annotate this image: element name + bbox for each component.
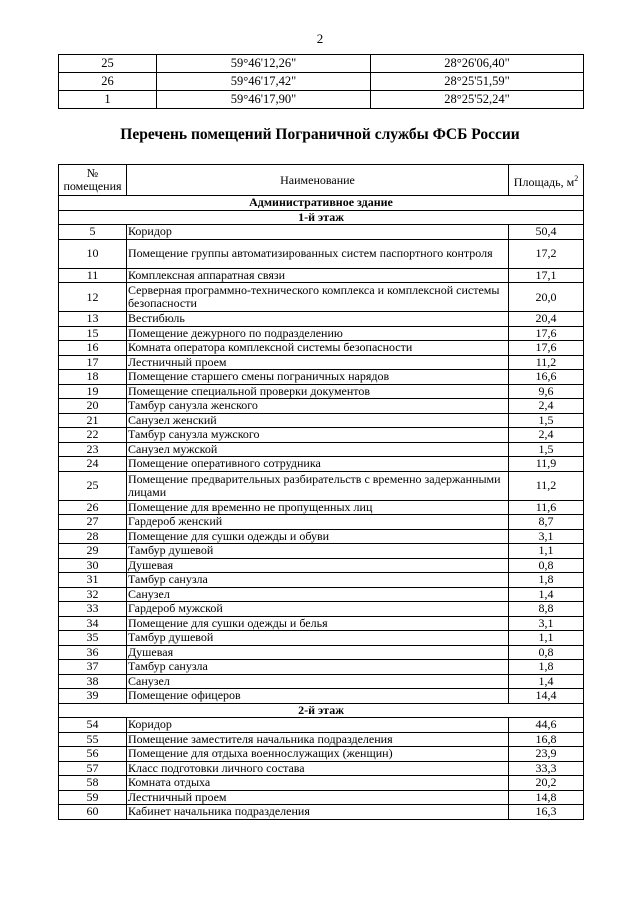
room-area: 9,6	[509, 384, 584, 399]
room-number: 59	[59, 790, 127, 805]
room-name: Тамбур санузла	[127, 660, 509, 675]
table-row	[59, 529, 584, 544]
room-area: 3,1	[509, 616, 584, 631]
floor1-rooms	[59, 225, 584, 704]
coordinate-latitude: 59°46'17,90"	[157, 91, 371, 109]
table-row	[59, 805, 584, 820]
room-name: Тамбур санузла женского	[127, 399, 509, 414]
room-area: 16,8	[509, 732, 584, 747]
room-area: 20,2	[509, 776, 584, 791]
room-name: Гардероб мужской	[127, 602, 509, 617]
coordinate-point: 25	[59, 55, 157, 73]
page-number: 2	[316, 31, 324, 46]
table-row	[59, 312, 584, 327]
building-name: Административное здание	[59, 196, 584, 211]
room-area: 11,6	[509, 500, 584, 515]
room-area: 1,5	[509, 413, 584, 428]
table-row	[59, 399, 584, 414]
room-area: 11,2	[509, 355, 584, 370]
table-row	[59, 413, 584, 428]
room-name: Тамбур душевой	[127, 631, 509, 646]
floor2-row	[59, 703, 584, 718]
header-area-sup: 2	[574, 173, 579, 183]
table-row	[59, 355, 584, 370]
room-name: Коридор	[127, 225, 509, 240]
room-number: 37	[59, 660, 127, 675]
coordinate-row	[59, 91, 584, 109]
room-number: 36	[59, 645, 127, 660]
room-name: Помещение для временно не пропущенных лиц	[127, 500, 509, 515]
room-number: 23	[59, 442, 127, 457]
room-area: 1,1	[509, 544, 584, 559]
room-number: 13	[59, 312, 127, 327]
room-name: Комната отдыха	[127, 776, 509, 791]
room-number: 5	[59, 225, 127, 240]
room-name: Комплексная аппаратная связи	[127, 268, 509, 283]
floor1-row	[59, 210, 584, 225]
table-row	[59, 326, 584, 341]
room-name: Тамбур санузла	[127, 573, 509, 588]
table-row	[59, 442, 584, 457]
header-area-text: Площадь, м	[513, 174, 575, 189]
room-area: 1,1	[509, 631, 584, 646]
room-number: 11	[59, 268, 127, 283]
coordinate-latitude: 59°46'12,26"	[157, 55, 371, 73]
coordinate-longitude: 28°26'06,40"	[371, 55, 584, 73]
room-name: Помещение предварительных разбирательств с временно задержанными лицами	[127, 471, 509, 500]
room-name: Санузел	[127, 674, 509, 689]
room-area: 17,2	[509, 239, 584, 268]
page-title: Перечень помещений Пограничной службы ФСБ России	[120, 126, 520, 143]
room-name: Помещение оперативного сотрудника	[127, 457, 509, 472]
room-name: Помещение для сушки одежды и обуви	[127, 529, 509, 544]
table-row	[59, 341, 584, 356]
room-name: Помещение старшего смены пограничных нарядов	[127, 370, 509, 385]
table-row	[59, 732, 584, 747]
room-name: Помещение офицеров	[127, 689, 509, 704]
room-area: 11,9	[509, 457, 584, 472]
coordinate-row	[59, 73, 584, 91]
room-number: 38	[59, 674, 127, 689]
room-number: 25	[59, 471, 127, 500]
room-area: 20,0	[509, 283, 584, 312]
room-number: 29	[59, 544, 127, 559]
table-row	[59, 660, 584, 675]
coordinates-table	[58, 54, 584, 109]
building-row	[59, 196, 584, 211]
room-area: 8,7	[509, 515, 584, 530]
room-number: 17	[59, 355, 127, 370]
room-name: Санузел	[127, 587, 509, 602]
room-name: Санузел женский	[127, 413, 509, 428]
room-area: 0,8	[509, 558, 584, 573]
table-row	[59, 718, 584, 733]
room-number: 22	[59, 428, 127, 443]
room-area: 2,4	[509, 399, 584, 414]
room-area: 8,8	[509, 602, 584, 617]
room-name: Коридор	[127, 718, 509, 733]
room-number: 33	[59, 602, 127, 617]
room-number: 55	[59, 732, 127, 747]
room-name: Класс подготовки личного состава	[127, 761, 509, 776]
table-row	[59, 747, 584, 762]
room-area: 16,6	[509, 370, 584, 385]
room-number: 26	[59, 500, 127, 515]
room-area: 14,4	[509, 689, 584, 704]
room-name: Кабинет начальника подразделения	[127, 805, 509, 820]
room-number: 28	[59, 529, 127, 544]
table-row	[59, 515, 584, 530]
room-number: 39	[59, 689, 127, 704]
room-area: 3,1	[509, 529, 584, 544]
table-row	[59, 471, 584, 500]
room-number: 10	[59, 239, 127, 268]
room-area: 1,8	[509, 573, 584, 588]
floor1-label: 1-й этаж	[59, 210, 584, 225]
room-number: 24	[59, 457, 127, 472]
room-area: 50,4	[509, 225, 584, 240]
room-name: Помещение дежурного по подразделению	[127, 326, 509, 341]
header-number: № помещения	[59, 165, 127, 196]
table-row	[59, 616, 584, 631]
room-area: 1,4	[509, 587, 584, 602]
coordinate-row	[59, 55, 584, 73]
table-row	[59, 500, 584, 515]
room-area: 16,3	[509, 805, 584, 820]
room-name: Душевая	[127, 558, 509, 573]
room-area: 1,8	[509, 660, 584, 675]
table-row	[59, 428, 584, 443]
room-number: 16	[59, 341, 127, 356]
room-area: 1,5	[509, 442, 584, 457]
table-row	[59, 544, 584, 559]
coordinate-point: 1	[59, 91, 157, 109]
room-area: 0,8	[509, 645, 584, 660]
header-area	[509, 165, 584, 196]
room-number: 35	[59, 631, 127, 646]
rooms-table	[58, 164, 584, 820]
room-name: Вестибюль	[127, 312, 509, 327]
table-row	[59, 283, 584, 312]
room-name: Санузел мужской	[127, 442, 509, 457]
table-row	[59, 457, 584, 472]
room-name: Помещение для сушки одежды и белья	[127, 616, 509, 631]
room-number: 27	[59, 515, 127, 530]
table-row	[59, 631, 584, 646]
room-number: 60	[59, 805, 127, 820]
room-name: Комната оператора комплексной системы безопасности	[127, 341, 509, 356]
room-number: 12	[59, 283, 127, 312]
room-number: 32	[59, 587, 127, 602]
room-number: 58	[59, 776, 127, 791]
room-area: 17,1	[509, 268, 584, 283]
room-name: Лестничный проем	[127, 790, 509, 805]
table-row	[59, 370, 584, 385]
table-row	[59, 225, 584, 240]
room-name: Гардероб женский	[127, 515, 509, 530]
room-name: Помещение для отдыха военнослужащих (женщин)	[127, 747, 509, 762]
coordinate-longitude: 28°25'51,59"	[371, 73, 584, 91]
room-name: Тамбур санузла мужского	[127, 428, 509, 443]
room-number: 30	[59, 558, 127, 573]
table-row	[59, 645, 584, 660]
coordinate-latitude: 59°46'17,42"	[157, 73, 371, 91]
room-name: Тамбур душевой	[127, 544, 509, 559]
coordinates-body	[59, 55, 584, 109]
room-name: Серверная программно-технического комплекса и комплексной системы безопасности	[127, 283, 509, 312]
room-area: 20,4	[509, 312, 584, 327]
table-row	[59, 790, 584, 805]
table-row	[59, 674, 584, 689]
table-row	[59, 573, 584, 588]
room-number: 34	[59, 616, 127, 631]
room-name: Помещение специальной проверки документов	[127, 384, 509, 399]
room-area: 17,6	[509, 326, 584, 341]
table-row	[59, 558, 584, 573]
room-area: 14,8	[509, 790, 584, 805]
room-number: 56	[59, 747, 127, 762]
table-header-row	[59, 165, 584, 196]
table-row	[59, 268, 584, 283]
room-number: 57	[59, 761, 127, 776]
table-row	[59, 761, 584, 776]
floor2-label: 2-й этаж	[59, 703, 584, 718]
room-name: Помещение группы автоматизированных систем паспортного контроля	[127, 239, 509, 268]
room-area: 2,4	[509, 428, 584, 443]
room-area: 17,6	[509, 341, 584, 356]
room-number: 31	[59, 573, 127, 588]
header-name: Наименование	[127, 165, 509, 196]
table-row	[59, 384, 584, 399]
table-row	[59, 689, 584, 704]
room-number: 21	[59, 413, 127, 428]
room-area: 33,3	[509, 761, 584, 776]
coordinate-point: 26	[59, 73, 157, 91]
room-area: 1,4	[509, 674, 584, 689]
room-number: 18	[59, 370, 127, 385]
room-area: 23,9	[509, 747, 584, 762]
room-area: 11,2	[509, 471, 584, 500]
room-name: Помещение заместителя начальника подразделения	[127, 732, 509, 747]
room-number: 54	[59, 718, 127, 733]
table-row	[59, 602, 584, 617]
room-number: 19	[59, 384, 127, 399]
coordinate-longitude: 28°25'52,24"	[371, 91, 584, 109]
room-area: 44,6	[509, 718, 584, 733]
room-name: Лестничный проем	[127, 355, 509, 370]
table-row	[59, 587, 584, 602]
room-number: 20	[59, 399, 127, 414]
table-row	[59, 239, 584, 268]
room-number: 15	[59, 326, 127, 341]
floor2-rooms	[59, 718, 584, 820]
room-name: Душевая	[127, 645, 509, 660]
table-row	[59, 776, 584, 791]
